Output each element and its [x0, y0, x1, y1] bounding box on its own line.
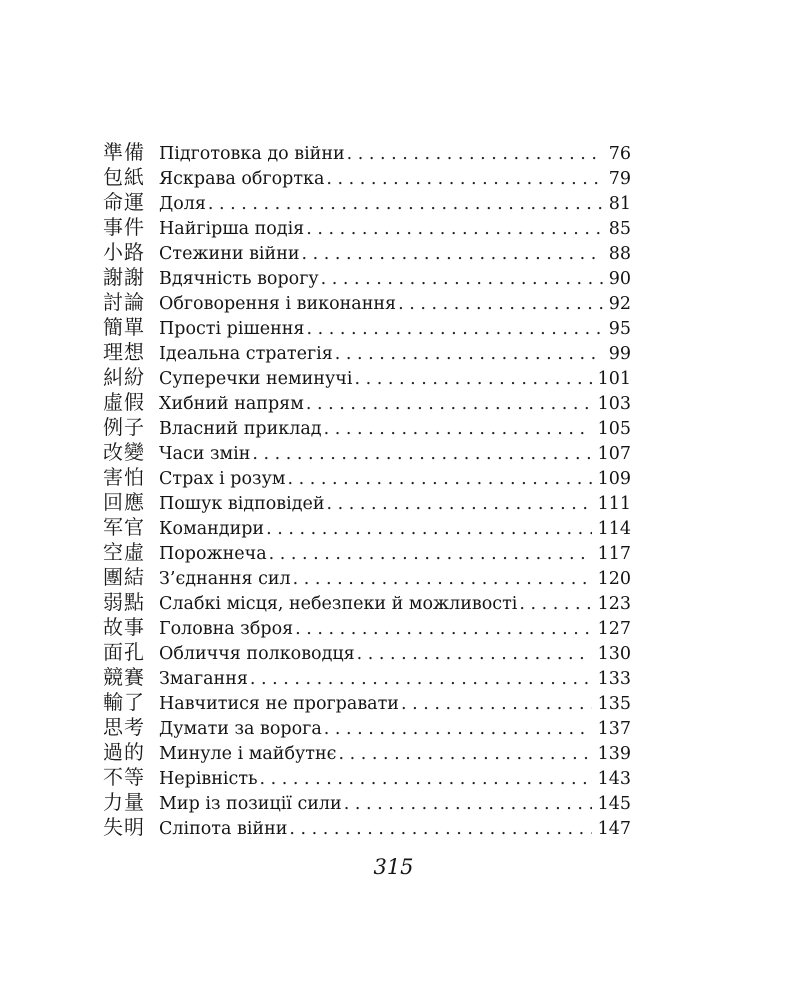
toc-entry-title: Нерівність [159, 769, 258, 789]
toc-entry-page-number: 85 [608, 219, 631, 239]
toc-entry-title: Стежини війни [159, 244, 300, 264]
toc-entry [103, 290, 631, 315]
toc-entry-page-number: 101 [597, 369, 631, 389]
toc-entry-page-number: 114 [597, 519, 631, 539]
toc-entry-dot-leader [321, 267, 603, 292]
toc-entry-page-number: 92 [608, 294, 631, 314]
toc-entry-page-number: 107 [597, 444, 631, 464]
toc-entry-title: Часи змін [159, 444, 251, 464]
toc-entry-page-number: 117 [597, 544, 631, 564]
toc-entry-cjk-label: 力量 [103, 790, 145, 814]
toc-entry-page-number: 139 [597, 744, 631, 764]
toc-entry-page-number: 135 [597, 694, 631, 714]
toc-entry [103, 190, 631, 215]
toc-entry-cjk-label: 故事 [103, 615, 145, 639]
toc-entry-dot-leader [401, 692, 592, 717]
toc-entry-page-number: 133 [597, 669, 631, 689]
toc-entry-page-number: 145 [597, 794, 631, 814]
toc-entry [103, 665, 631, 690]
toc-entry-title: Прості рішення [159, 319, 305, 339]
toc-entry-page-number: 103 [597, 394, 631, 414]
toc-entry-title: З’єднання сил [159, 569, 291, 589]
toc-entry-dot-leader [208, 192, 603, 217]
toc-entry-dot-leader [335, 342, 603, 367]
table-of-contents [103, 140, 631, 840]
toc-entry-title: Найгірша подія [159, 219, 305, 239]
toc-entry-page-number: 130 [597, 644, 631, 664]
toc-entry-cjk-label: 討論 [103, 290, 145, 314]
toc-entry [103, 440, 631, 465]
toc-entry-dot-leader [324, 417, 592, 442]
toc-entry-dot-leader [302, 242, 603, 267]
toc-entry [103, 390, 631, 415]
toc-entry-dot-leader [269, 542, 592, 567]
toc-entry-page-number: 109 [597, 469, 631, 489]
toc-entry-page-number: 99 [608, 344, 631, 364]
toc-entry-dot-leader [326, 167, 602, 192]
toc-entry-cjk-label: 過的 [103, 740, 145, 764]
toc-entry-page-number: 123 [597, 594, 631, 614]
toc-entry-title: Думати за ворога [159, 719, 322, 739]
toc-entry-page-number: 105 [597, 419, 631, 439]
toc-entry-dot-leader [354, 367, 591, 392]
toc-entry-cjk-label: 回應 [103, 490, 145, 514]
toc-entry [103, 565, 631, 590]
toc-entry-cjk-label: 虛假 [103, 390, 145, 414]
toc-entry-title: Обличчя полководця [159, 644, 355, 664]
toc-entry-page-number: 137 [597, 719, 631, 739]
toc-entry [103, 140, 631, 165]
toc-entry-dot-leader [338, 742, 591, 767]
toc-entry-title: Командири [159, 519, 265, 539]
toc-entry-title: Підготовка до війни [159, 144, 345, 164]
toc-entry-dot-leader [357, 642, 592, 667]
toc-entry-dot-leader [519, 592, 591, 617]
toc-entry [103, 615, 631, 640]
toc-entry-cjk-label: 害怕 [103, 465, 145, 489]
toc-entry [103, 215, 631, 240]
toc-entry-title: Доля [159, 194, 206, 214]
toc-entry-title: Вдячність ворогу [159, 269, 319, 289]
toc-entry-dot-leader [306, 392, 592, 417]
toc-entry-cjk-label: 弱點 [103, 590, 145, 614]
toc-entry-cjk-label: 競賽 [103, 665, 145, 689]
toc-entry [103, 640, 631, 665]
toc-entry-dot-leader [327, 492, 592, 517]
toc-entry [103, 315, 631, 340]
toc-entry-title: Яскрава обгортка [159, 169, 325, 189]
toc-entry [103, 690, 631, 715]
toc-entry-page-number: 95 [608, 319, 631, 339]
toc-entry-title: Пошук відповідей [159, 494, 325, 514]
toc-entry-dot-leader [324, 717, 592, 742]
toc-entry-title: Обговорення і виконання [159, 294, 397, 314]
toc-entry-dot-leader [398, 292, 603, 317]
toc-entry-dot-leader [306, 317, 602, 342]
toc-entry-page-number: 127 [597, 619, 631, 639]
toc-entry-dot-leader [252, 442, 591, 467]
toc-entry-cjk-label: 簡單 [103, 315, 145, 339]
toc-entry-dot-leader [344, 792, 592, 817]
toc-entry-dot-leader [306, 217, 603, 242]
toc-entry-cjk-label: 糾紛 [103, 365, 145, 389]
toc-entry-title: Сліпота війни [159, 819, 288, 839]
toc-entry [103, 515, 631, 540]
toc-entry-title: Суперечки неминучі [159, 369, 353, 389]
toc-entry-page-number: 111 [597, 494, 631, 514]
toc-entry-cjk-label: 事件 [103, 215, 145, 239]
toc-entry-dot-leader [347, 142, 603, 167]
toc-entry [103, 790, 631, 815]
toc-entry-page-number: 79 [608, 169, 631, 189]
toc-entry-title: Змагання [159, 669, 248, 689]
toc-entry-title: Головна зброя [159, 619, 294, 639]
toc-entry-page-number: 81 [608, 194, 631, 214]
toc-entry-cjk-label: 例子 [103, 415, 145, 439]
toc-entry-dot-leader [295, 617, 591, 642]
page-number: 315 [373, 855, 414, 879]
toc-entry-page-number: 143 [597, 769, 631, 789]
toc-entry-title: Слабкі місця, небезпеки й можливості [159, 594, 518, 614]
toc-entry-cjk-label: 面孔 [103, 640, 145, 664]
toc-entry-cjk-label: 思考 [103, 715, 145, 739]
toc-entry-cjk-label: 小路 [103, 240, 145, 264]
toc-entry-dot-leader [293, 567, 592, 592]
toc-entry-cjk-label: 輸了 [103, 690, 145, 714]
toc-entry-cjk-label: 包紙 [103, 165, 145, 189]
toc-entry [103, 715, 631, 740]
toc-entry [103, 265, 631, 290]
toc-entry [103, 540, 631, 565]
toc-entry-cjk-label: 團結 [103, 565, 145, 589]
toc-entry [103, 740, 631, 765]
toc-entry-page-number: 147 [597, 819, 631, 839]
toc-entry-title: Ідеальна стратегія [159, 344, 333, 364]
toc-entry-page-number: 120 [597, 569, 631, 589]
toc-entry [103, 165, 631, 190]
toc-entry-title: Власний приклад [159, 419, 322, 439]
toc-entry-dot-leader [266, 517, 591, 542]
toc-entry [103, 365, 631, 390]
toc-entry-cjk-label: 謝謝 [103, 265, 145, 289]
toc-entry-cjk-label: 空虛 [103, 540, 145, 564]
toc-entry-title: Порожнеча [159, 544, 267, 564]
toc-entry [103, 765, 631, 790]
toc-entry-dot-leader [250, 667, 592, 692]
toc-entry-title: Мир із позиції сили [159, 794, 342, 814]
toc-entry-dot-leader [288, 467, 592, 492]
toc-entry-page-number: 88 [608, 244, 631, 264]
toc-entry [103, 415, 631, 440]
toc-entry-dot-leader [289, 817, 591, 842]
toc-entry-cjk-label: 理想 [103, 340, 145, 364]
toc-entry-cjk-label: 準備 [103, 140, 145, 164]
toc-entry-page-number: 76 [608, 144, 631, 164]
toc-entry-title: Минуле і майбутнє [159, 744, 337, 764]
toc-entry-title: Страх і розум [159, 469, 286, 489]
toc-entry [103, 590, 631, 615]
toc-entry-title: Навчитися не програвати [159, 694, 399, 714]
toc-entry-page-number: 90 [608, 269, 631, 289]
toc-entry [103, 240, 631, 265]
toc-entry [103, 490, 631, 515]
toc-entry-cjk-label: 命運 [103, 190, 145, 214]
toc-entry [103, 815, 631, 840]
toc-entry-cjk-label: 失明 [103, 815, 145, 839]
toc-entry-cjk-label: 军官 [103, 515, 145, 539]
toc-entry-cjk-label: 改變 [103, 440, 145, 464]
toc-entry [103, 465, 631, 490]
toc-entry-cjk-label: 不等 [103, 765, 145, 789]
toc-entry [103, 340, 631, 365]
toc-entry-title: Хибний напрям [159, 394, 304, 414]
toc-entry-dot-leader [260, 767, 592, 792]
